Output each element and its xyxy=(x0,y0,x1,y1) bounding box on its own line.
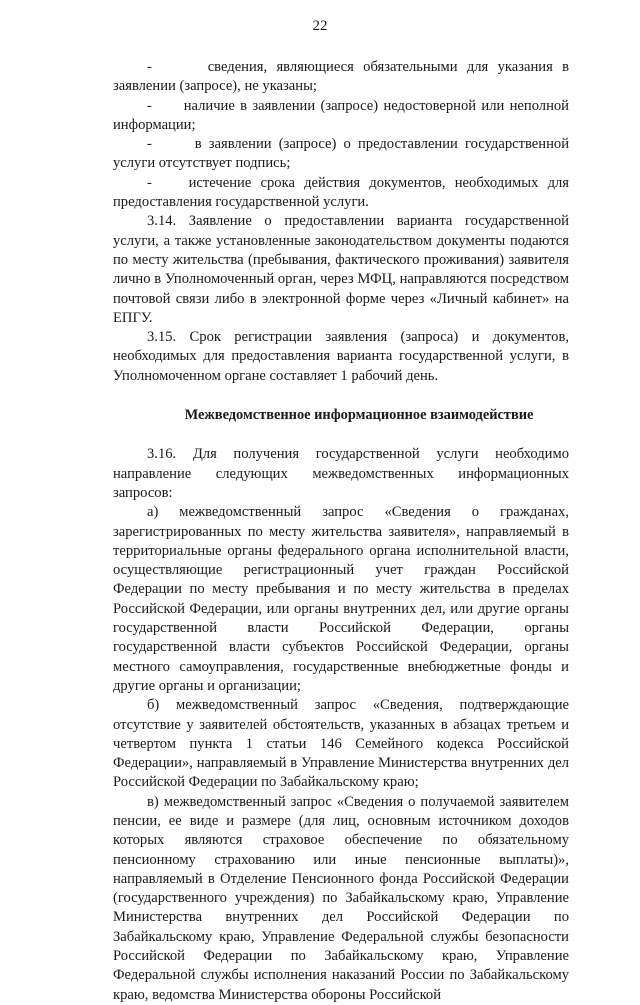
paragraph-3-16: 3.16. Для получения государственной услуги необходимо направление следующих межведомственных информационных запросов: xyxy=(113,446,569,501)
section-heading: Межведомственное информационное взаимодействие xyxy=(184,407,534,424)
paragraph-no-signature: - в заявлении (запросе) о предоставлении государственной услуги отсутствует подпись; xyxy=(113,136,569,172)
paragraph-request-a: а) межведомственный запрос «Сведения о гражданах, зарегистрированных по месту жительства заявителя», направляемый в территориальные органы федерального органа исполнительной власти, осуществляющие регистрационный учет граждан Российской Федерации по месту пребывания и по месту жительства в пределах Российской Федерации, или органы внутренних дел, или другие органы государственной власти Российской Федерации, органы государственной власти субъектов Российской Федерации, органы местного самоуправления, государственные внебюджетные фонды и другие органы и организации; xyxy=(113,504,569,694)
paragraph-unreliable-info: - наличие в заявлении (запросе) недостоверной или неполной информации; xyxy=(113,97,569,133)
page-number: 22 xyxy=(312,18,328,34)
spacer xyxy=(113,425,569,445)
document-body xyxy=(113,58,569,1005)
paragraph-expired-documents: - истечение срока действия документов, необходимых для предоставления государственной услуги. xyxy=(113,174,569,211)
paragraph-3-14: 3.14. Заявление о предоставлении варианта государственной услуги, а также установленные законодательством документы подаются по месту жительства (пребывания, фактического проживания) заявителя лично в Уполномоченный орган, через МФЦ, направляются посредством почтовой связи либо в электронной форме через «Личный кабинет» на ЕПГУ. xyxy=(113,213,569,326)
paragraph-request-b: б) межведомственный запрос «Сведения, подтверждающие отсутствие у заявителей обстоятельств, указанных в абзацах третьем и четвертом пункта 1 статьи 146 Семейного кодекса Российской Федерации», направляемый в Управление Министерства внутренних дел Российской Федерации по Забайкальскому краю; xyxy=(113,697,569,791)
spacer xyxy=(113,386,569,406)
paragraph-missing-info: - сведения, являющиеся обязательными для указания в заявлении (запросе), не указаны; xyxy=(113,59,569,95)
paragraph-request-c: в) межведомственный запрос «Сведения о получаемой заявителем пенсии, ее виде и размере (для лиц, основным источником доходов которых являются страховое обеспечение по обязательному пенсионному страхованию или иные пенсионные выплаты)», направляемый в Отделение Пенсионного фонда Российской Федерации (государственного учреждения) по Забайкальскому краю, Управление Министерства внутренних дел Российской Федерации по Забайкальскому краю, Управление Федеральной службы безопасности Российской Федерации по Забайкальскому краю, Управление Федеральной службы исполнения наказаний России по Забайкальскому краю, ведомства Министерства обороны Российской xyxy=(113,793,569,1003)
paragraph-3-15: 3.15. Срок регистрации заявления (запроса) и документов, необходимых для предоставления варианта государственной услуги, в Уполномоченном органе составляет 1 рабочий день. xyxy=(113,329,569,384)
